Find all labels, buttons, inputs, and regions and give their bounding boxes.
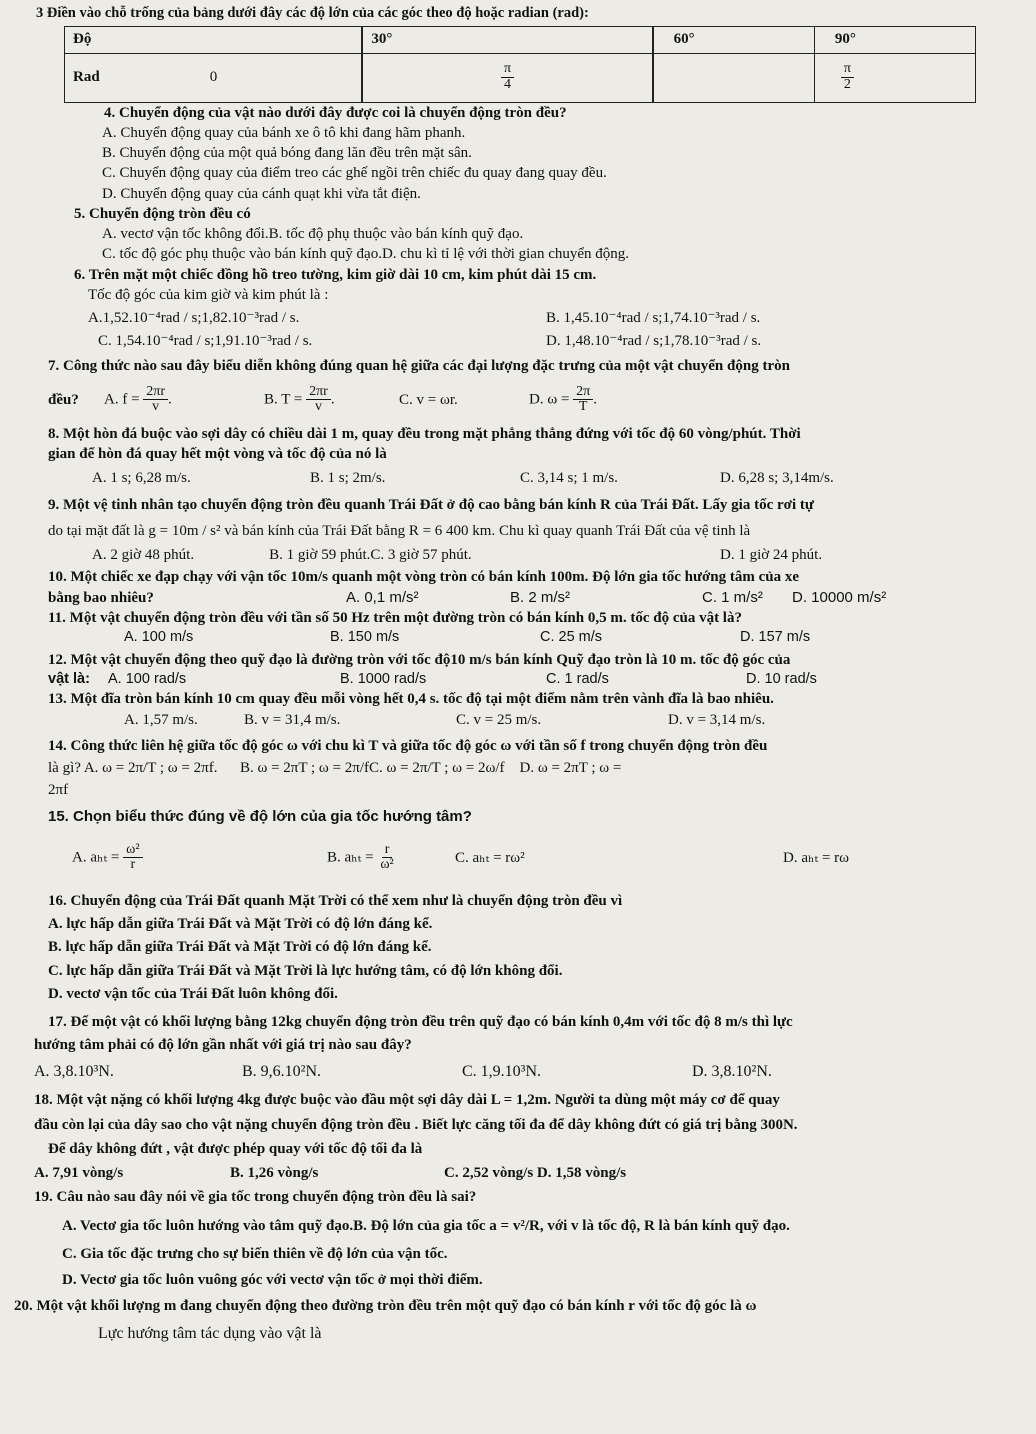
q17-question: 17. Để một vật có khối lượng bằng 12kg chuyển động tròn đều trên quỹ đạo có bán kính 0,4m với tốc độ 8 m/s thì lực — [48, 1014, 793, 1031]
table-cell: Độ — [65, 26, 362, 53]
q12-question: 12. Một vật chuyển động theo quỹ đạo là đường tròn với tốc độ10 m/s bán kính Quỹ đạo tròn là 10 m. tốc độ góc của — [48, 651, 791, 668]
q6-option-b: B. 1,45.10⁻⁴rad / s;1,74.10⁻³rad / s. — [546, 310, 761, 327]
q14-option-d-cont: 2πf — [48, 782, 69, 799]
q17-option-c: C. 1,9.10³N. — [462, 1062, 542, 1080]
q7-option-d: D. ω = $\frac{2\pi}{T}$ . — [529, 383, 597, 415]
q13-option-a: A. 1,57 m/s. — [124, 711, 198, 728]
q15-question: 15. Chọn biểu thức đúng về độ lớn của gia tốc hướng tâm? — [48, 807, 472, 825]
q13-option-c: C. v = 25 m/s. — [456, 711, 542, 728]
q4-option-a: A. Chuyển động quay của bánh xe ô tô khi đang hãm phanh. — [102, 124, 466, 141]
q6-option-d: D. 1,48.10⁻⁴rad / s;1,78.10⁻³rad / s. — [546, 333, 762, 350]
q9-question-cont: do tại mặt đất là g = 10m / s² và bán kính của Trái Đất bằng R = 6 400 km. Chu kì quay quanh Trái Đất của vệ tinh là — [48, 522, 751, 539]
q11-option-d: D. 157 m/s — [740, 629, 811, 646]
q9-question: 9. Một vệ tinh nhân tạo chuyển động tròn đều quanh Trái Đất ở độ cao bằng bán kính R của Trái Đất. Lấy gia tốc rơi tự — [48, 496, 814, 513]
q6-question: 6. Trên mặt một chiếc đồng hồ treo tường, kim giờ dài 10 cm, kim phút dài 15 cm. — [74, 266, 597, 283]
q8-question: 8. Một hòn đá buộc vào sợi dây có chiều dài 1 m, quay đều trong mặt phẳng thẳng đứng với tốc độ 60 vòng/phút. Thời — [48, 425, 801, 442]
q13-option-d: D. v = 3,14 m/s. — [668, 711, 766, 728]
fraction: $\frac{2\pi}{T}$ — [573, 385, 593, 415]
q16-option-a: A. lực hấp dẫn giữa Trái Đất và Mặt Trời có độ lớn đáng kể. — [48, 916, 433, 933]
table-row — [65, 26, 976, 53]
q5-options-ab: A. vectơ vận tốc không đổi.B. tốc độ phụ thuộc vào bán kính quỹ đạo. — [102, 226, 524, 243]
q19-question: 19. Câu nào sau đây nói về gia tốc trong chuyển động tròn đều là sai? — [34, 1189, 477, 1206]
q4-question: 4. Chuyển động của vật nào dưới đây được coi là chuyển động tròn đều? — [104, 104, 567, 121]
q16-option-b: B. lực hấp dẫn giữa Trái Đất và Mặt Trời có độ lớn đáng kể. — [48, 939, 432, 956]
q18-options-cd: C. 2,52 vòng/s D. 1,58 vòng/s — [444, 1165, 627, 1182]
fraction: $\frac{r}{\text{ω²}}$ — [380, 841, 394, 873]
q11-option-b: B. 150 m/s — [330, 629, 400, 646]
q8-option-a: A. 1 s; 6,28 m/s. — [92, 470, 191, 487]
fraction: $\frac{\text{ω²}}{r}$ — [123, 843, 142, 873]
q14-question: 14. Công thức liên hệ giữa tốc độ góc ω với chu kì T và giữa tốc độ góc ω với tần số f trong chuyển động tròn đều — [48, 737, 768, 754]
q17-option-a: A. 3,8.10³N. — [34, 1062, 114, 1080]
q12-option-d: D. 10 rad/s — [746, 670, 817, 687]
q16-option-c: C. lực hấp dẫn giữa Trái Đất và Mặt Trời là lực hướng tâm, có độ lớn không đổi. — [48, 962, 563, 979]
q17-question-cont: hướng tâm phải có độ lớn gần nhất với giá trị nào sau đây? — [34, 1037, 412, 1054]
q18-question-cont: đầu còn lại của dây sao cho vật nặng chuyển động tròn đều . Biết lực căng tối đa để dây không đứt có giá trị bằng 300N. — [34, 1116, 798, 1133]
fraction: $\frac{2\pi r}{v}$ — [306, 385, 331, 415]
q15-option-d: D. aₕₜ = rω — [783, 849, 850, 866]
q10-option-c: C. 1 m/s² — [702, 588, 763, 606]
fraction: $\frac{\pi}{2}$ — [841, 62, 854, 92]
q5-options-cd: C. tốc độ góc phụ thuộc vào bán kính quỹ đạo.D. chu kì tỉ lệ với thời gian chuyển động. — [102, 246, 630, 263]
q12-option-b: B. 1000 rad/s — [340, 670, 427, 687]
q15-option-b: B. aₕₜ = $\frac{r}{\text{ω²}}$ — [327, 843, 455, 873]
q12-option-c: C. 1 rad/s — [546, 670, 609, 687]
q8-option-c: C. 3,14 s; 1 m/s. — [520, 470, 618, 487]
q8-option-d: D. 6,28 s; 3,14m/s. — [720, 470, 834, 487]
table-cell: 30° — [363, 26, 652, 53]
q20-question: 20. Một vật khối lượng m đang chuyển động theo đường tròn đều trên một quỹ đạo có bán kính r với tốc độ góc là ω — [14, 1298, 757, 1315]
q4-option-b: B. Chuyển động của một quả bóng đang lăn đều trên mặt sân. — [102, 145, 472, 162]
angle-table — [64, 26, 976, 103]
table-cell: 60° — [653, 26, 814, 53]
table-cell — [363, 53, 652, 102]
table-cell — [653, 53, 814, 102]
q7-option-b: B. T = $\frac{2\pi r}{v}$ . — [264, 383, 335, 415]
q10-option-d: D. 10000 m/s² — [792, 588, 887, 606]
q14-options: là gì? A. ω = 2π/T ; ω = 2πf. B. ω = 2πT ; ω = 2π/fC. ω = 2π/T ; ω = 2ω/f D. ω = 2πT ; ω = — [48, 760, 622, 777]
q18-option-b: B. 1,26 vòng/s — [230, 1165, 319, 1182]
q4-option-c: C. Chuyển động quay của điểm treo các ghế ngồi trên chiếc đu quay đang quay đều. — [102, 165, 607, 182]
q17-option-d: D. 3,8.10²N. — [692, 1062, 772, 1080]
q7-option-c: C. v = ωr. — [399, 391, 458, 408]
q20-question-cont: Lực hướng tâm tác dụng vào vật là — [98, 1324, 322, 1342]
q18-question-cont-2: Để dây không đứt , vật được phép quay với tốc độ tối đa là — [48, 1140, 423, 1157]
q19-option-c: C. Gia tốc đặc trưng cho sự biến thiên về độ lớn của vận tốc. — [62, 1245, 448, 1262]
q7-question: 7. Công thức nào sau đây biểu diễn không đúng quan hệ giữa các đại lượng đặc trưng của một vật chuyển động tròn — [48, 357, 790, 374]
q11-question: 11. Một vật chuyển động tròn đều với tần số 50 Hz trên một đường tròn có bán kính 0,5 m. tốc độ của vật là? — [48, 609, 742, 626]
q18-question: 18. Một vật nặng có khối lượng 4kg được buộc vào đầu một sợi dây dài L = 1,2m. Người ta dùng một máy cơ để quay — [34, 1092, 780, 1109]
q3-title: 3 Điền vào chỗ trống của bảng dưới đây các độ lớn của các góc theo độ hoặc radian (rad): — [36, 5, 589, 21]
table-cell: Rad 0 — [65, 53, 362, 102]
q9-option-d: D. 1 giờ 24 phút. — [720, 547, 823, 564]
q12-option-a: A. 100 rad/s — [108, 670, 187, 687]
q10-option-a: A. 0,1 m/s² — [346, 588, 419, 606]
q4-option-d: D. Chuyển động quay của cánh quạt khi vừa tắt điện. — [102, 185, 421, 202]
q7-option-a: A. f = $\frac{2\pi r}{v}$ . — [104, 383, 172, 415]
q19-option-d: D. Vectơ gia tốc luôn vuông góc với vectơ vận tốc ở mọi thời điểm. — [62, 1272, 483, 1289]
q6-option-a: A.1,52.10⁻⁴rad / s;1,82.10⁻³rad / s. — [88, 310, 300, 327]
q10-question: 10. Một chiếc xe đạp chạy với vận tốc 10m/s quanh một vòng tròn có bán kính 100m. Độ lớn gia tốc hướng tâm của xe — [48, 569, 800, 586]
q12-question-cont: vật là: — [48, 670, 90, 687]
table-cell — [814, 53, 975, 102]
table-cell: 90° — [814, 26, 975, 53]
q17-option-b: B. 9,6.10²N. — [242, 1062, 322, 1080]
q16-option-d: D. vectơ vận tốc của Trái Đất luôn không đổi. — [48, 985, 338, 1002]
q6-option-c: C. 1,54.10⁻⁴rad / s;1,91.10⁻³rad / s. — [98, 333, 313, 350]
q8-option-b: B. 1 s; 2m/s. — [310, 470, 386, 487]
q13-question: 13. Một đĩa tròn bán kính 10 cm quay đều mỗi vòng hết 0,4 s. tốc độ tại một điểm nằm trên vành đĩa là bao nhiêu. — [48, 691, 774, 708]
q8-question-cont: gian để hòn đá quay hết một vòng và tốc độ của nó là — [48, 446, 387, 463]
q5-question: 5. Chuyển động tròn đều có — [74, 205, 251, 222]
q13-option-b: B. v = 31,4 m/s. — [244, 711, 341, 728]
q10-question-cont: bằng bao nhiêu? — [48, 589, 154, 606]
table-row — [65, 53, 976, 102]
q7-lead: đều? — [48, 391, 79, 408]
q9-options-abc: A. 2 giờ 48 phút. B. 1 giờ 59 phút.C. 3 giờ 57 phút. — [92, 547, 472, 564]
q18-option-a: A. 7,91 vòng/s — [34, 1165, 124, 1182]
q11-option-c: C. 25 m/s — [540, 629, 603, 646]
q16-question: 16. Chuyển động của Trái Đất quanh Mặt Trời có thể xem như là chuyển động tròn đều vì — [48, 892, 623, 909]
q15-option-a: A. aₕₜ = $\frac{\text{ω²}}{r}$ — [72, 843, 327, 873]
fraction: $\frac{\pi}{4}$ — [501, 62, 514, 92]
q19-option-ab: A. Vectơ gia tốc luôn hướng vào tâm quỹ đạo.B. Độ lớn của gia tốc a = v²/R, với v là tốc độ, R là bán kính quỹ đạo. — [62, 1217, 790, 1234]
q15-option-c: C. aₕₜ = rω² — [455, 849, 525, 866]
q10-option-b: B. 2 m/s² — [510, 588, 571, 606]
q6-subtext: Tốc độ góc của kim giờ và kim phút là : — [88, 286, 329, 303]
q11-option-a: A. 100 m/s — [124, 629, 194, 646]
fraction: $\frac{2\pi r}{v}$ — [143, 385, 168, 415]
